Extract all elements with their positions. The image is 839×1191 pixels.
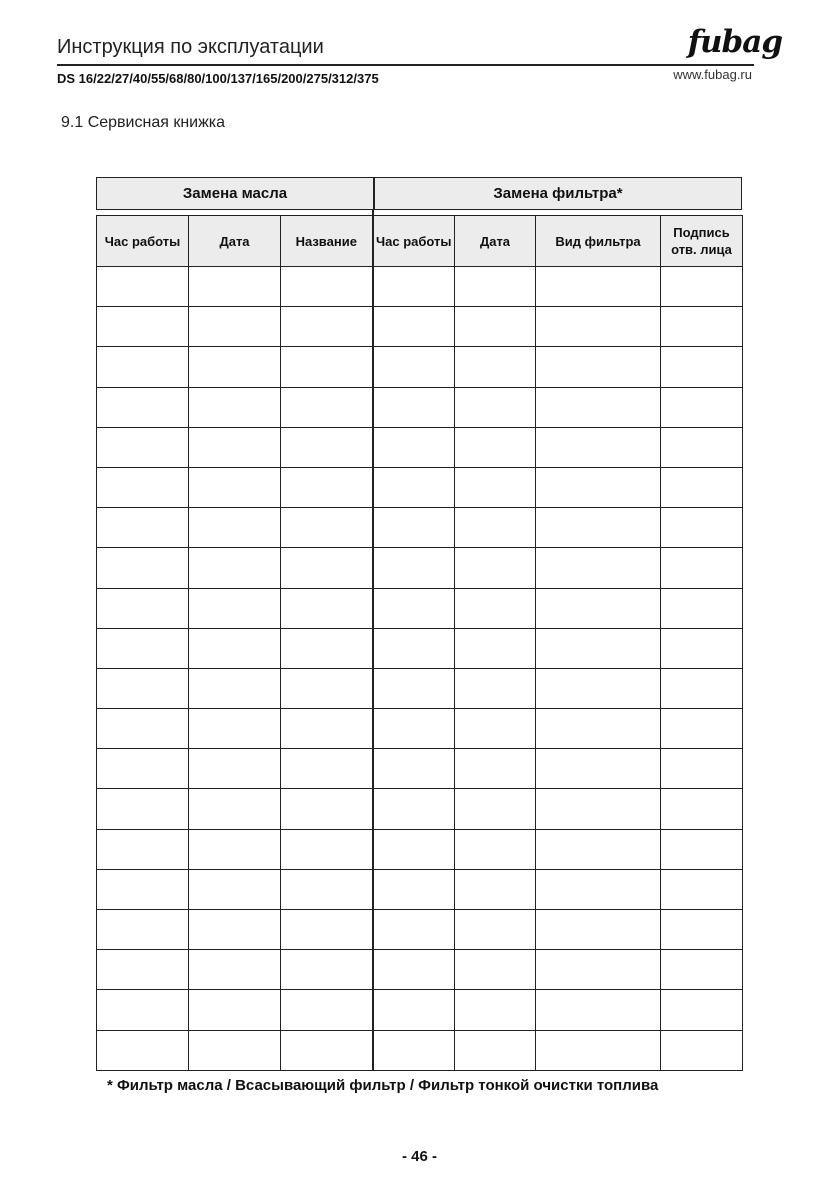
col-signature: Подпись отв. лица <box>661 216 743 267</box>
log-cell <box>373 829 455 869</box>
column-header-row <box>97 216 743 267</box>
log-cell <box>536 668 661 708</box>
log-cell <box>281 508 373 548</box>
log-cell <box>455 588 536 628</box>
log-row <box>97 588 743 628</box>
log-cell <box>189 829 281 869</box>
log-cell <box>661 950 743 990</box>
log-cell <box>455 548 536 588</box>
log-cell <box>189 628 281 668</box>
log-cell <box>189 267 281 307</box>
col-hours-filter: Час работы <box>373 216 455 267</box>
log-cell <box>661 387 743 427</box>
log-cell <box>455 508 536 548</box>
log-row <box>97 467 743 507</box>
log-cell <box>455 990 536 1030</box>
log-cell <box>97 307 189 347</box>
log-cell <box>455 950 536 990</box>
log-cell <box>536 910 661 950</box>
log-cell <box>97 588 189 628</box>
log-cell <box>536 789 661 829</box>
log-cell <box>373 789 455 829</box>
log-cell <box>536 709 661 749</box>
log-cell <box>373 588 455 628</box>
log-cell <box>97 829 189 869</box>
log-cell <box>281 427 373 467</box>
log-cell <box>455 869 536 909</box>
header-rule <box>57 64 754 66</box>
log-cell <box>536 387 661 427</box>
log-cell <box>536 950 661 990</box>
log-cell <box>281 910 373 950</box>
log-cell <box>189 508 281 548</box>
log-cell <box>189 789 281 829</box>
log-cell <box>455 910 536 950</box>
log-cell <box>661 709 743 749</box>
log-cell <box>97 910 189 950</box>
log-cell <box>189 307 281 347</box>
log-cell <box>661 347 743 387</box>
log-cell <box>189 347 281 387</box>
log-cell <box>189 950 281 990</box>
log-cell <box>97 347 189 387</box>
log-cell <box>536 990 661 1030</box>
log-cell <box>661 749 743 789</box>
log-cell <box>373 467 455 507</box>
log-cell <box>373 508 455 548</box>
log-cell <box>373 347 455 387</box>
document-title: Инструкция по эксплуатации <box>57 36 324 58</box>
col-name-oil: Название <box>281 216 373 267</box>
log-cell <box>455 427 536 467</box>
log-cell <box>97 668 189 708</box>
log-cell <box>661 789 743 829</box>
log-cell <box>189 387 281 427</box>
col-date-oil: Дата <box>189 216 281 267</box>
log-cell <box>661 267 743 307</box>
log-cell <box>97 709 189 749</box>
log-cell <box>373 1030 455 1070</box>
footnote: * Фильтр масла / Всасывающий фильтр / Фильтр тонкой очистки топлива <box>107 1077 659 1094</box>
log-cell <box>536 267 661 307</box>
log-cell <box>536 548 661 588</box>
log-grid <box>96 215 743 1071</box>
log-cell <box>536 508 661 548</box>
log-cell <box>281 950 373 990</box>
log-cell <box>455 749 536 789</box>
log-cell <box>455 789 536 829</box>
log-cell <box>455 709 536 749</box>
log-cell <box>661 668 743 708</box>
log-cell <box>189 467 281 507</box>
log-cell <box>97 387 189 427</box>
model-list: DS 16/22/27/40/55/68/80/100/137/165/200/275/312/375 <box>57 71 379 86</box>
col-hours-oil: Час работы <box>97 216 189 267</box>
log-cell <box>281 307 373 347</box>
log-cell <box>281 267 373 307</box>
log-cell <box>281 548 373 588</box>
log-cell <box>281 668 373 708</box>
log-cell <box>189 910 281 950</box>
log-row <box>97 749 743 789</box>
log-cell <box>281 628 373 668</box>
log-cell <box>281 829 373 869</box>
log-row <box>97 668 743 708</box>
log-row <box>97 508 743 548</box>
log-cell <box>455 829 536 869</box>
log-cell <box>661 307 743 347</box>
log-cell <box>536 467 661 507</box>
log-cell <box>281 789 373 829</box>
log-cell <box>536 1030 661 1070</box>
log-cell <box>97 990 189 1030</box>
log-cell <box>189 668 281 708</box>
log-cell <box>97 508 189 548</box>
log-cell <box>281 467 373 507</box>
log-cell <box>189 548 281 588</box>
brand-logo: fubag <box>687 24 782 60</box>
website-url: www.fubag.ru <box>673 67 752 82</box>
log-cell <box>661 548 743 588</box>
log-row <box>97 387 743 427</box>
log-row <box>97 427 743 467</box>
log-cell <box>661 467 743 507</box>
log-cell <box>373 709 455 749</box>
log-cell <box>536 749 661 789</box>
log-row <box>97 950 743 990</box>
log-cell <box>536 588 661 628</box>
log-cell <box>97 789 189 829</box>
log-cell <box>455 1030 536 1070</box>
log-cell <box>661 588 743 628</box>
log-cell <box>536 427 661 467</box>
log-cell <box>455 307 536 347</box>
log-row <box>97 709 743 749</box>
log-cell <box>281 709 373 749</box>
log-cell <box>189 709 281 749</box>
log-cell <box>661 990 743 1030</box>
log-cell <box>97 467 189 507</box>
log-cell <box>661 628 743 668</box>
log-cell <box>661 869 743 909</box>
log-cell <box>189 1030 281 1070</box>
log-cell <box>97 950 189 990</box>
log-cell <box>373 950 455 990</box>
log-row <box>97 267 743 307</box>
log-cell <box>281 347 373 387</box>
log-row <box>97 1030 743 1070</box>
log-cell <box>373 990 455 1030</box>
log-cell <box>281 749 373 789</box>
log-cell <box>536 628 661 668</box>
log-cell <box>455 467 536 507</box>
log-cell <box>281 387 373 427</box>
log-cell <box>455 628 536 668</box>
log-cell <box>97 628 189 668</box>
log-cell <box>661 910 743 950</box>
log-cell <box>373 668 455 708</box>
log-cell <box>373 869 455 909</box>
log-cell <box>97 548 189 588</box>
col-filter-type: Вид фильтра <box>536 216 661 267</box>
log-row <box>97 347 743 387</box>
log-cell <box>97 267 189 307</box>
log-cell <box>97 869 189 909</box>
log-cell <box>281 990 373 1030</box>
log-cell <box>189 869 281 909</box>
log-cell <box>536 347 661 387</box>
log-cell <box>373 749 455 789</box>
log-cell <box>455 668 536 708</box>
col-date-filter: Дата <box>455 216 536 267</box>
group-filter-change: Замена фильтра* <box>493 185 623 202</box>
log-cell <box>373 267 455 307</box>
log-row <box>97 829 743 869</box>
log-cell <box>661 1030 743 1070</box>
log-row <box>97 990 743 1030</box>
log-cell <box>189 427 281 467</box>
page-number: - 46 - <box>401 1148 437 1165</box>
log-cell <box>281 869 373 909</box>
group-header-row <box>96 177 742 210</box>
log-cell <box>281 588 373 628</box>
log-cell <box>373 910 455 950</box>
log-cell <box>536 307 661 347</box>
log-body <box>97 267 743 1071</box>
log-cell <box>97 749 189 789</box>
log-cell <box>661 508 743 548</box>
log-cell <box>373 427 455 467</box>
log-cell <box>373 387 455 427</box>
log-cell <box>536 829 661 869</box>
log-cell <box>97 427 189 467</box>
log-cell <box>455 347 536 387</box>
log-cell <box>455 267 536 307</box>
log-row <box>97 628 743 668</box>
log-cell <box>281 1030 373 1070</box>
log-row <box>97 307 743 347</box>
log-cell <box>536 869 661 909</box>
log-cell <box>189 588 281 628</box>
log-cell <box>661 829 743 869</box>
log-row <box>97 789 743 829</box>
log-cell <box>455 387 536 427</box>
log-row <box>97 548 743 588</box>
log-row <box>97 869 743 909</box>
log-cell <box>373 307 455 347</box>
log-cell <box>189 749 281 789</box>
log-cell <box>189 990 281 1030</box>
log-cell <box>373 628 455 668</box>
log-cell <box>97 1030 189 1070</box>
log-row <box>97 910 743 950</box>
group-oil-change: Замена масла <box>97 178 375 209</box>
log-cell <box>373 548 455 588</box>
section-title: 9.1 Сервисная книжка <box>61 114 226 131</box>
service-log-table <box>96 177 742 1071</box>
log-cell <box>661 427 743 467</box>
